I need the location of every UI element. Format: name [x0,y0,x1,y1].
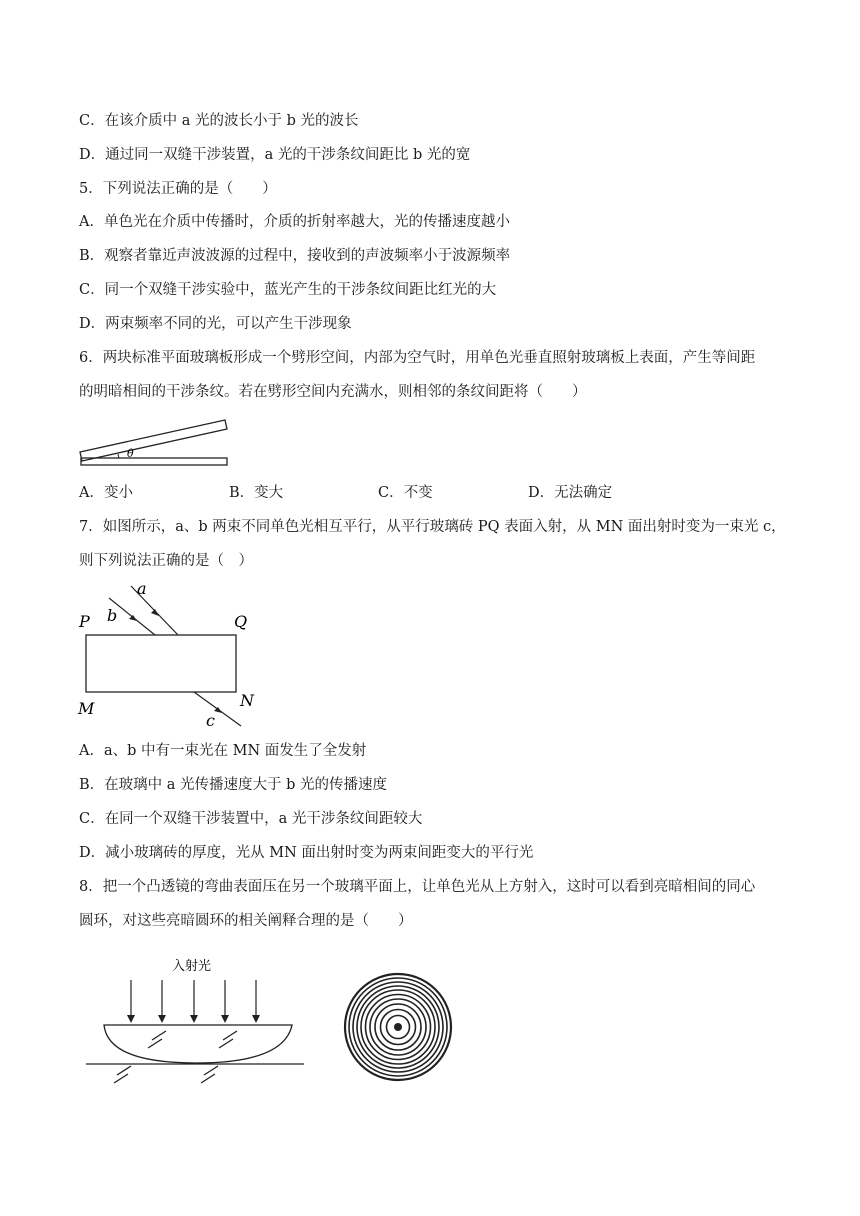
q6-stem-line1: 6．两块标准平面玻璃板形成一个劈形空间，内部为空气时，用单色光垂直照射玻璃板上表面，产生等间距 [79,350,756,366]
incident-rays [131,980,256,1017]
glass-brick-figure [76,578,266,730]
convex-lens [104,1025,292,1063]
q6-option-c: C．不变 [378,485,433,501]
q5-option-b: B．观察者靠近声波波源的过程中，接收到的声波频率小于波源频率 [79,248,511,264]
q7-stem-line1: 7．如图所示，a、b 两束不同单色光相互平行，从平行玻璃砖 PQ 表面入射，从 MN 面出射时变为一束光 c， [79,519,786,535]
q6-stem-line2: 的明暗相间的干涉条纹。若在劈形空间内充满水，则相邻的条纹间距将（ ） [79,384,587,400]
label-n: N [240,691,254,710]
central-dark-spot [394,1023,402,1031]
label-m: M [78,699,95,718]
label-q: Q [234,612,248,631]
q5-option-c: C．同一个双缝干涉实验中，蓝光产生的干涉条纹间距比红光的大 [79,282,497,298]
q6-option-a: A．变小 [79,485,133,501]
upper-glass-plate [80,420,227,461]
lower-glass-plate [81,458,227,465]
q7-option-c: C．在同一个双缝干涉装置中，a 光干涉条纹间距较大 [79,811,423,827]
q6-option-d: D．无法确定 [528,485,613,501]
incident-light-label: 入射光 [172,959,212,974]
glass-brick [86,635,236,692]
q7-option-d: D．减小玻璃砖的厚度，光从 MN 面出射时变为两束间距变大的平行光 [79,845,534,861]
label-p: P [79,612,90,631]
q4-option-d: D．通过同一双缝干涉装置，a 光的干涉条纹间距比 b 光的宽 [79,147,471,163]
label-a: a [137,579,147,598]
ray-a-arrow [151,609,159,616]
q8-stem-line1: 8．把一个凸透镜的弯曲表面压在另一个玻璃平面上，让单色光从上方射入，这时可以看到亮暗相间的同心 [79,879,756,895]
incident-ray-arrows [127,1015,260,1023]
q6-option-b: B．变大 [229,485,284,501]
q7-stem-line2: 则下列说法正确的是（ ） [79,553,253,569]
glass-hatch-marks [114,1031,237,1083]
q5-stem: 5．下列说法正确的是（ ） [79,181,277,197]
lens-figure [84,955,308,1085]
q4-option-c: C．在该介质中 a 光的波长小于 b 光的波长 [79,113,359,129]
q8-stem-line2: 圆环，对这些亮暗圆环的相关阐释合理的是（ ） [79,913,413,929]
label-b: b [107,606,118,625]
angle-label: θ [127,447,134,460]
ray-b-arrow [129,615,137,621]
q5-option-d: D．两束频率不同的光，可以产生干涉现象 [79,316,352,332]
newton-rings-figure [344,982,454,1092]
q5-option-a: A．单色光在介质中传播时，介质的折射率越大，光的传播速度越小 [79,214,510,230]
label-c: c [206,711,215,730]
q7-option-a: A．a、b 中有一束光在 MN 面发生了全发射 [79,743,367,759]
q7-option-b: B．在玻璃中 a 光传播速度大于 b 光的传播速度 [79,777,388,793]
wedge-figure [78,414,238,470]
